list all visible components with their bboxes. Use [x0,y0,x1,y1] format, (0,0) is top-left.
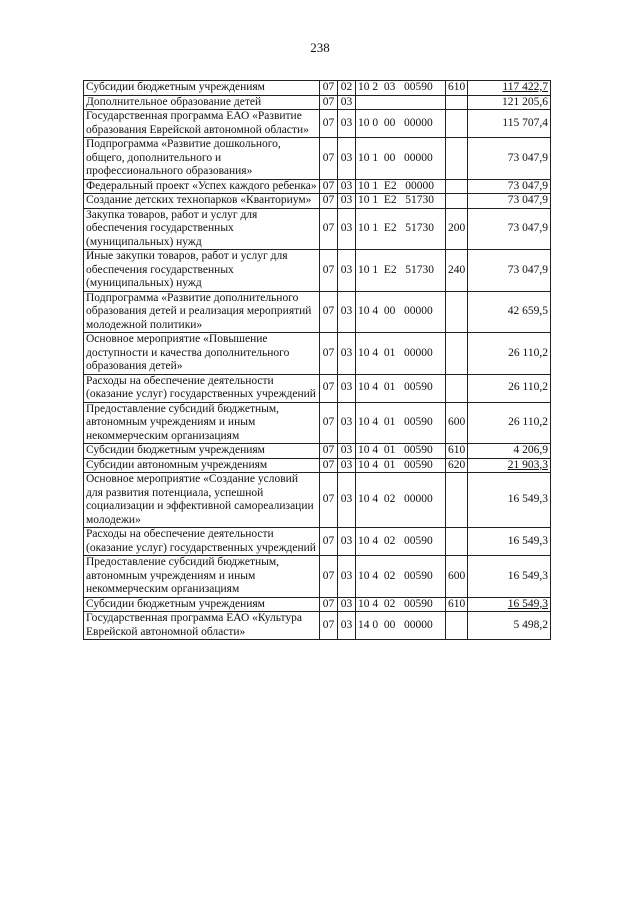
row-vr-cell: 610 [446,81,468,96]
row-podrazdel-cell: 03 [338,444,356,459]
row-csr-cell: 10 2 03 00590 [356,81,446,96]
table-row [84,556,551,598]
row-podrazdel-cell: 03 [338,374,356,402]
row-vr-cell [446,138,468,180]
row-razdel-cell: 07 [320,194,338,209]
row-csr-cell: 10 4 01 00590 [356,444,446,459]
row-vr-cell: 240 [446,250,468,292]
row-podrazdel-cell: 03 [338,556,356,598]
row-vr-cell [446,374,468,402]
table-row [84,458,551,473]
row-sum-cell: 16 549,3 [468,473,551,528]
table-row [84,528,551,556]
row-razdel-cell: 07 [320,291,338,333]
row-sum-cell: 73 047,9 [468,250,551,292]
row-csr-cell: 10 4 02 00590 [356,528,446,556]
row-razdel-cell: 07 [320,81,338,96]
row-name-cell: Подпрограмма «Развитие дошкольного, общего, дополнительного и профессионального образования» [84,138,320,180]
row-razdel-cell: 07 [320,333,338,375]
row-name-cell: Субсидии бюджетным учреждениям [84,597,320,612]
row-razdel-cell: 07 [320,528,338,556]
row-sum-cell: 4 206,9 [468,444,551,459]
row-name-cell: Предоставление субсидий бюджетным, автономным учреждениям и иным некоммерческим организациям [84,556,320,598]
row-name-cell: Предоставление субсидий бюджетным, автономным учреждениям и иным некоммерческим организациям [84,402,320,444]
row-csr-cell: 10 1 Е2 51730 [356,208,446,250]
row-sum-cell: 26 110,2 [468,333,551,375]
table-row [84,612,551,640]
row-name-cell: Субсидии автономным учреждениям [84,458,320,473]
row-sum-cell: 16 549,3 [468,528,551,556]
row-podrazdel-cell: 03 [338,612,356,640]
row-csr-cell: 10 4 02 00590 [356,597,446,612]
row-podrazdel-cell: 03 [338,250,356,292]
row-csr-cell: 10 4 01 00000 [356,333,446,375]
row-sum-cell: 16 549,3 [468,597,551,612]
row-csr-cell: 10 4 01 00590 [356,458,446,473]
row-csr-cell: 14 0 00 00000 [356,612,446,640]
row-vr-cell: 610 [446,444,468,459]
row-sum-cell: 26 110,2 [468,402,551,444]
row-vr-cell [446,333,468,375]
table-row [84,374,551,402]
row-podrazdel-cell: 03 [338,95,356,110]
row-name-cell: Подпрограмма «Развитие дополнительного образования детей и реализация мероприятий молодежной политики» [84,291,320,333]
table-row [84,250,551,292]
row-podrazdel-cell: 03 [338,110,356,138]
row-name-cell: Субсидии бюджетным учреждениям [84,444,320,459]
table-row [84,194,551,209]
row-sum-cell: 73 047,9 [468,179,551,194]
row-vr-cell: 600 [446,402,468,444]
row-podrazdel-cell: 03 [338,458,356,473]
row-name-cell: Государственная программа ЕАО «Культура Еврейской автономной области» [84,612,320,640]
row-podrazdel-cell: 03 [338,291,356,333]
row-name-cell: Федеральный проект «Успех каждого ребенка» [84,179,320,194]
row-csr-cell: 10 1 Е2 51730 [356,250,446,292]
row-podrazdel-cell: 03 [338,208,356,250]
table-row [84,402,551,444]
table-row [84,597,551,612]
row-name-cell: Иные закупки товаров, работ и услуг для обеспечения государственных (муниципальных) нужд [84,250,320,292]
row-vr-cell: 610 [446,597,468,612]
row-podrazdel-cell: 03 [338,402,356,444]
row-vr-cell [446,95,468,110]
row-sum-cell: 115 707,4 [468,110,551,138]
row-vr-cell: 600 [446,556,468,598]
row-sum-cell: 21 903,3 [468,458,551,473]
row-vr-cell [446,110,468,138]
row-csr-cell: 10 1 Е2 00000 [356,179,446,194]
row-csr-cell: 10 4 01 00590 [356,374,446,402]
row-name-cell: Дополнительное образование детей [84,95,320,110]
budget-table-body [84,81,551,640]
row-vr-cell [446,528,468,556]
row-csr-cell [356,95,446,110]
row-razdel-cell: 07 [320,110,338,138]
row-podrazdel-cell: 03 [338,333,356,375]
row-sum-cell: 73 047,9 [468,208,551,250]
row-podrazdel-cell: 03 [338,528,356,556]
row-name-cell: Расходы на обеспечение деятельности (оказание услуг) государственных учреждений [84,528,320,556]
table-row [84,110,551,138]
budget-table [83,80,551,640]
row-razdel-cell: 07 [320,138,338,180]
row-vr-cell [446,612,468,640]
row-razdel-cell: 07 [320,208,338,250]
row-sum-cell: 73 047,9 [468,194,551,209]
table-row [84,81,551,96]
row-name-cell: Создание детских технопарков «Кванториум» [84,194,320,209]
table-row [84,333,551,375]
row-vr-cell [446,179,468,194]
row-csr-cell: 10 1 Е2 51730 [356,194,446,209]
row-podrazdel-cell: 03 [338,194,356,209]
row-csr-cell: 10 1 00 00000 [356,138,446,180]
row-razdel-cell: 07 [320,612,338,640]
row-sum-cell: 26 110,2 [468,374,551,402]
table-row [84,208,551,250]
row-razdel-cell: 07 [320,556,338,598]
row-sum-cell: 73 047,9 [468,138,551,180]
table-row [84,179,551,194]
row-csr-cell: 10 0 00 00000 [356,110,446,138]
row-vr-cell [446,194,468,209]
row-vr-cell: 200 [446,208,468,250]
page-number: 238 [310,40,330,55]
row-razdel-cell: 07 [320,402,338,444]
row-razdel-cell: 07 [320,95,338,110]
table-row [84,473,551,528]
row-podrazdel-cell: 03 [338,473,356,528]
row-name-cell: Основное мероприятие «Повышение доступности и качества дополнительного образования детей» [84,333,320,375]
row-csr-cell: 10 4 01 00590 [356,402,446,444]
row-sum-cell: 117 422,7 [468,81,551,96]
row-csr-cell: 10 4 02 00000 [356,473,446,528]
row-podrazdel-cell: 03 [338,597,356,612]
row-sum-cell: 16 549,3 [468,556,551,598]
row-csr-cell: 10 4 02 00590 [356,556,446,598]
table-row [84,138,551,180]
row-razdel-cell: 07 [320,473,338,528]
row-vr-cell: 620 [446,458,468,473]
table-row [84,95,551,110]
row-razdel-cell: 07 [320,179,338,194]
row-name-cell: Основное мероприятие «Создание условий для развития потенциала, успешной социализации и эффективной самореализации молодежи» [84,473,320,528]
row-name-cell: Субсидии бюджетным учреждениям [84,81,320,96]
row-razdel-cell: 07 [320,458,338,473]
row-podrazdel-cell: 03 [338,179,356,194]
row-sum-cell: 42 659,5 [468,291,551,333]
row-razdel-cell: 07 [320,250,338,292]
row-razdel-cell: 07 [320,374,338,402]
row-name-cell: Закупка товаров, работ и услуг для обеспечения государственных (муниципальных) нужд [84,208,320,250]
table-row [84,291,551,333]
table-row [84,444,551,459]
row-podrazdel-cell: 02 [338,81,356,96]
row-razdel-cell: 07 [320,597,338,612]
row-name-cell: Расходы на обеспечение деятельности (оказание услуг) государственных учреждений [84,374,320,402]
row-csr-cell: 10 4 00 00000 [356,291,446,333]
row-razdel-cell: 07 [320,444,338,459]
row-sum-cell: 5 498,2 [468,612,551,640]
row-podrazdel-cell: 03 [338,138,356,180]
row-name-cell: Государственная программа ЕАО «Развитие образования Еврейской автономной области» [84,110,320,138]
row-vr-cell [446,473,468,528]
row-vr-cell [446,291,468,333]
row-sum-cell: 121 205,6 [468,95,551,110]
